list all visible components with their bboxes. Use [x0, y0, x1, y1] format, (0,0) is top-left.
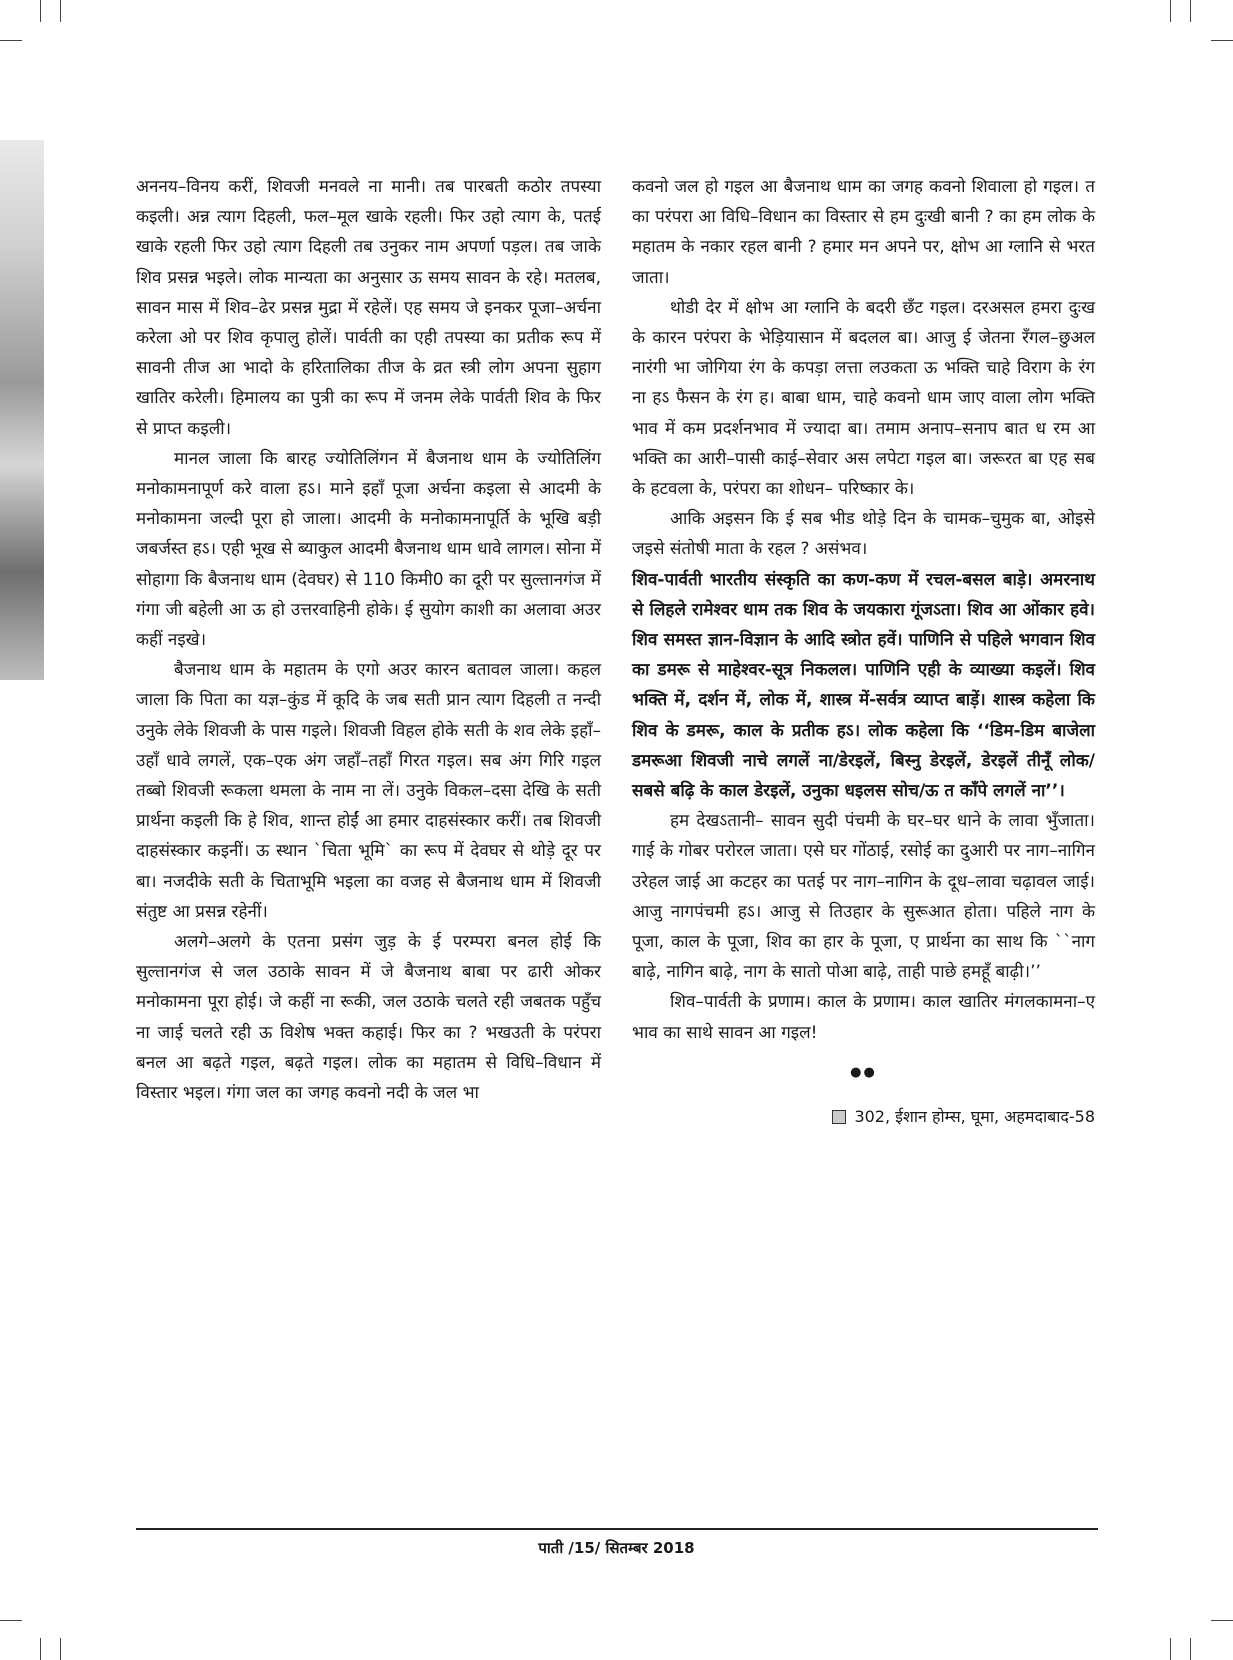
crop-mark-bottom-left-h: [0, 1620, 22, 1621]
paragraph: अननय–विनय करीं, शिवजी मनवले ना मानी। तब पारबती कठोर तपस्या कइली। अन्न त्याग दिहली, फल–मूल खाके रहली। फिर उहो त्याग के, पतई खाके रहली फिर उहो त्याग दिहली तब उनुकर नाम अपर्णा पड़ल। तब जाके शिव प्रसन्न भइले। लोक मान्यता का अनुसार ऊ समय सावन के रहे। मतलब, सावन मास में शिव–ढेर प्रसन्न मुद्रा में रहेलें। एह समय जे इनकर पूजा–अर्चना करेला ओ पर शिव कृपालु होलें। पार्वती का एही तपस्या का प्रतीक रूप में सावनी तीज आ भादो के हरितालिका तीज के व्रत स्त्री लोग अपना सुहाग खातिर करेली। हिमालय का पुत्री का रूप में जनम लेके पार्वती शिव के फिर से प्राप्त कइली।: [136, 177, 601, 439]
left-text-column: [136, 172, 601, 1108]
crop-mark-bottom-left-v: [40, 1638, 41, 1660]
crop-mark-top-left-v2: [60, 0, 61, 22]
address-text: 302, ईशान होम्स, घूमा, अहमदाबाद-58: [854, 1107, 1095, 1127]
crop-mark-top-right-v2: [1190, 0, 1191, 22]
page-footer: पाती /15/ सितम्बर 2018: [538, 1539, 695, 1557]
paragraph: हम देखऽतानी– सावन सुदी पंचमी के घर–घर धाने के लावा भुँजाता। गाई के गोबर परोरल जाता। एसे घर गोंठाई, रसोई का दुआरी पर नाग–नागिन उरेहल जाई आ कटहर का पतई पर नाग–नागिन के दूध–लावा चढ़ावल जाई। आजु नागपंचमी हऽ। आजु से तिउहार के सुरूआत होता। पहिले नाग के पूजा, काल के पूजा, शिव का हार के पूजा, ए प्रार्थना का साथ कि ``नाग बाढ़े, नागिन बाढ़े, नाग के सातो पोआ बाढ़े, ताही पाछे हमहूँ बाढ़ी।’’: [632, 811, 1095, 983]
crop-mark-top-right-v: [1170, 0, 1171, 22]
right-paragraphs: [632, 172, 1095, 1048]
crop-mark-bottom-left-v2: [60, 1638, 61, 1660]
crop-mark-bottom-right-v: [1170, 1638, 1171, 1660]
crop-mark-top-right-h: [1211, 40, 1233, 41]
section-end-ornament: ●●: [850, 1064, 877, 1080]
paragraph: शिव–पार्वती के प्रणाम। काल के प्रणाम। काल खातिर मंगलकामना–ए भाव का साथे सावन आ गइल!: [632, 992, 1095, 1043]
crop-mark-bottom-right-h: [1211, 1620, 1233, 1621]
author-address: [632, 1102, 1095, 1132]
paragraph: शिव-पार्वती भारतीय संस्कृति का कण-कण में रचल-बसल बाड़े। अमरनाथ से लिहले रामेश्वर धाम तक शिव के जयकारा गूंजऽता। शिव आ ओंकार हवे। शिव समस्त ज्ञान-विज्ञान के आदि स्त्रोत हवें। पाणिनि से पहिले भगवान शिव का डमरू से माहेश्वर-सूत्र निकलल। पाणिनि एही के व्याख्या कइलें। शिव भक्ति में, दर्शन में, लोक में, शास्त्र में-सर्वत्र व्याप्त बाड़ें। शास्त्र कहेला कि शिव के डमरू, काल के प्रतीक हऽ। लोक कहेला कि ‘‘डिम-डिम बाजेला डमरूआ शिवजी नाचे लगलें ना/डेरइलें, बिस्नु डेरइलें, डेरइलें तीनूँ लोक/सबसे बढ़ि के काल डेरइलें, उनुका धइलस सोच/ऊ त काँपे लगलें ना’’।: [632, 569, 1095, 802]
paragraph: आकि अइसन कि ई सब भीड थोड़े दिन के चामक–चुमुक बा, ओइसे जइसे संतोषी माता के रहल ? असंभव।: [632, 509, 1095, 560]
paragraph: अलगे–अलगे के एतना प्रसंग जुड़ के ई परम्परा बनल होई कि सुल्तानगंज से जल उठाके सावन में जे बैजनाथ बाबा पर ढारी ओकर मनोकामना पूरा होई। जे कहीं ना रूकी, जल उठाके चलते रही जबतक पहुँच ना जाई चलते रही ऊ विशेष भक्त कहाई। फिर का ? भखउती के परंपरा बनल आ बढ़ते गइल, बढ़ते गइल। लोक का महातम से विधि–विधान में विस्तार भइल। गंगा जल का जगह कवनो नदी के जल भा: [136, 932, 601, 1104]
paragraph: बैजनाथ धाम के महातम के एगो अउर कारन बतावल जाला। कहल जाला कि पिता का यज्ञ–कुंड में कूदि के जब सती प्रान त्याग दिहली त नन्दी उनुके लेके शिवजी के पास गइले। शिवजी विहल होके सती के शव लेके इहाँ–उहाँ धावे लगलें, एक–एक अंग जहाँ–तहाँ गिरत गइल। सब अंग गिरि गइल तब्बो शिवजी रूकला थमला के नाम ना लें। उनुके विकल–दसा देखि के सती प्रार्थना कइली कि हे शिव, शान्त होईं आ हमार दाहसंस्कार करीं। तब शिवजी दाहसंस्कार कइनीं। ऊ स्थान `चिता भूमि` का रूप में देवघर से थोड़े दूर पर बा। नजदीके सती के चिताभूमि भइला का वजह से बैजनाथ धाम में शिवजी संतुष्ट आ प्रसन्न रहेनीं।: [136, 660, 601, 922]
right-text-column: [632, 172, 1095, 1132]
footer-rule: [136, 1528, 1098, 1530]
paragraph: कवनो जल हो गइल आ बैजनाथ धाम का जगह कवनो शिवाला हो गइल। त का परंपरा आ विधि–विधान का विस्तार से हम दुःखी बानी ? का हम लोक के महातम के नकार रहल बानी ? हमार मन अपने पर, क्षोभ आ ग्लानि से भरत जाता।: [632, 177, 1095, 288]
paragraph: मानल जाला कि बारह ज्योतिलिंगन में बैजनाथ धाम के ज्योतिलिंग मनोकामनापूर्ण करे वाला हऽ। माने इहाँ पूजा अर्चना कइला से आदमी के मनोकामना जल्दी पूरा हो जाला। आदमी के मनोकामनापूर्ति के भूखि बड़ी जबर्जस्त हऽ। एही भूख से ब्याकुल आदमी बैजनाथ धाम धावे लागल। सोना में सोहागा कि बैजनाथ धाम (देवघर) से 110 किमी0 का दूरी पर सुल्तानगंज में गंगा जी बहेली आ ऊ हो उत्तरवाहिनी होके। ई सुयोग काशी का अलावा अउर कहीं नइखे।: [136, 448, 601, 651]
checkbox-square-icon: [832, 1110, 846, 1124]
crop-mark-bottom-right-v2: [1190, 1638, 1191, 1660]
paragraph: थोडी देर में क्षोभ आ ग्लानि के बदरी छँट गइल। दरअसल हमरा दुःख के कारन परंपरा के भेड़ियासान में बदलल बा। आजु ई जेतना रँगल–छुअल नारंगी भा जोगिया रंग के कपड़ा लत्ता लउकता ऊ भक्ति चाहे विराग के रंग ना हऽ फैसन के रंग ह। बाबा धाम, चाहे कवनो धाम जाए वाला लोग भक्ति भाव में कम प्रदर्शनभाव में ज्यादा बा। तमाम अनाप–सनाप बात ध रम आ भक्ति का आरी–पासी काई–सेवार अस लपेटा गइल बा। जरूरत बा एह सब के हटवला के, परंपरा का शोधन– परिष्कार के।: [632, 297, 1095, 500]
crop-mark-top-left-h: [0, 40, 22, 41]
crop-mark-top-left-v: [40, 0, 41, 22]
left-edge-image-strip: [0, 140, 44, 680]
